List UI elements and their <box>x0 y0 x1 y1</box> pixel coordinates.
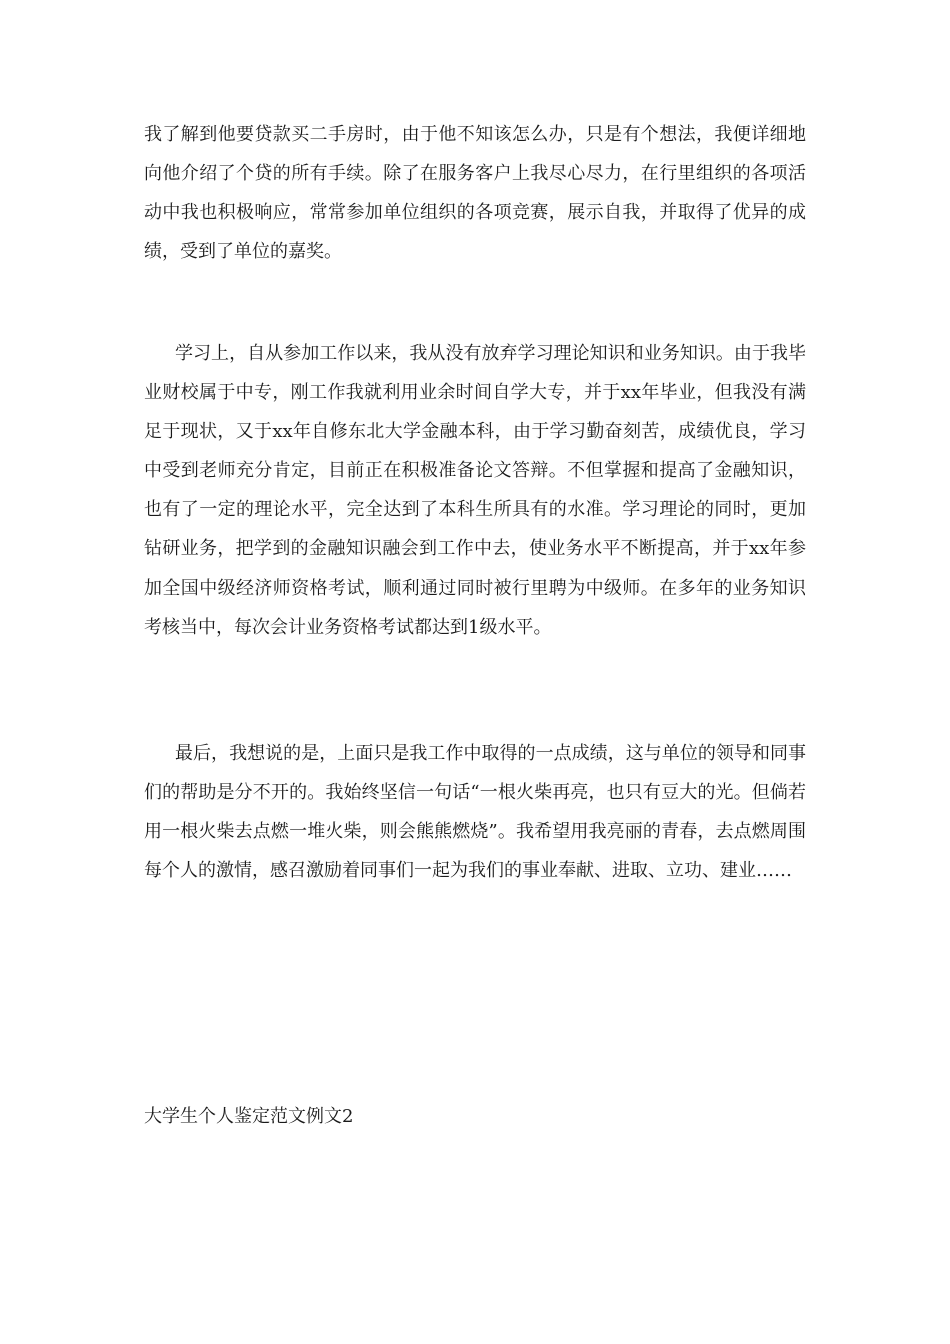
paragraph-study: 学习上，自从参加工作以来，我从没有放弃学习理论知识和业务知识。由于我毕业财校属于中专，刚工作我就利用业余时间自学大专，并于xx年毕业，但我没有满足于现状，又于xx年自修东北大学金融本科，由于学习勤奋刻苦，成绩优良，学习中受到老师充分肯定，目前正在积极准备论文答辩。不但掌握和提高了金融知识，也有了一定的理论水平，完全达到了本科生所具有的水准。学习理论的同时，更加钻研业务，把学到的金融知识融会到工作中去，使业务水平不断提高，并于xx年参加全国中级经济师资格考试，顺利通过同时被行里聘为中级师。在多年的业务知识考核当中，每次会计业务资格考试都达到1级水平。 <box>144 343 806 638</box>
paragraph-conclusion: 最后，我想说的是，上面只是我工作中取得的一点成绩，这与单位的领导和同事们的帮助是分不开的。我始终坚信一句话“一根火柴再亮，也只有豆大的光。但倘若用一根火柴去点燃一堆火柴，则会熊熊燃烧”。我希望用我亮丽的青春，去点燃周围每个人的激情，感召激励着同事们一起为我们的事业奉献、进取、立功、建业…… <box>144 743 806 882</box>
paragraph-service: 我了解到他要贷款买二手房时，由于他不知该怎么办，只是有个想法，我便详细地向他介绍了个贷的所有手续。除了在服务客户上我尽心尽力，在行里组织的各项活动中我也积极响应，常常参加单位组织的各项竞赛，展示自我，并取得了优异的成绩，受到了单位的嘉奖。 <box>144 124 806 263</box>
section-heading: 大学生个人鉴定范文例文2 <box>144 1106 354 1127</box>
